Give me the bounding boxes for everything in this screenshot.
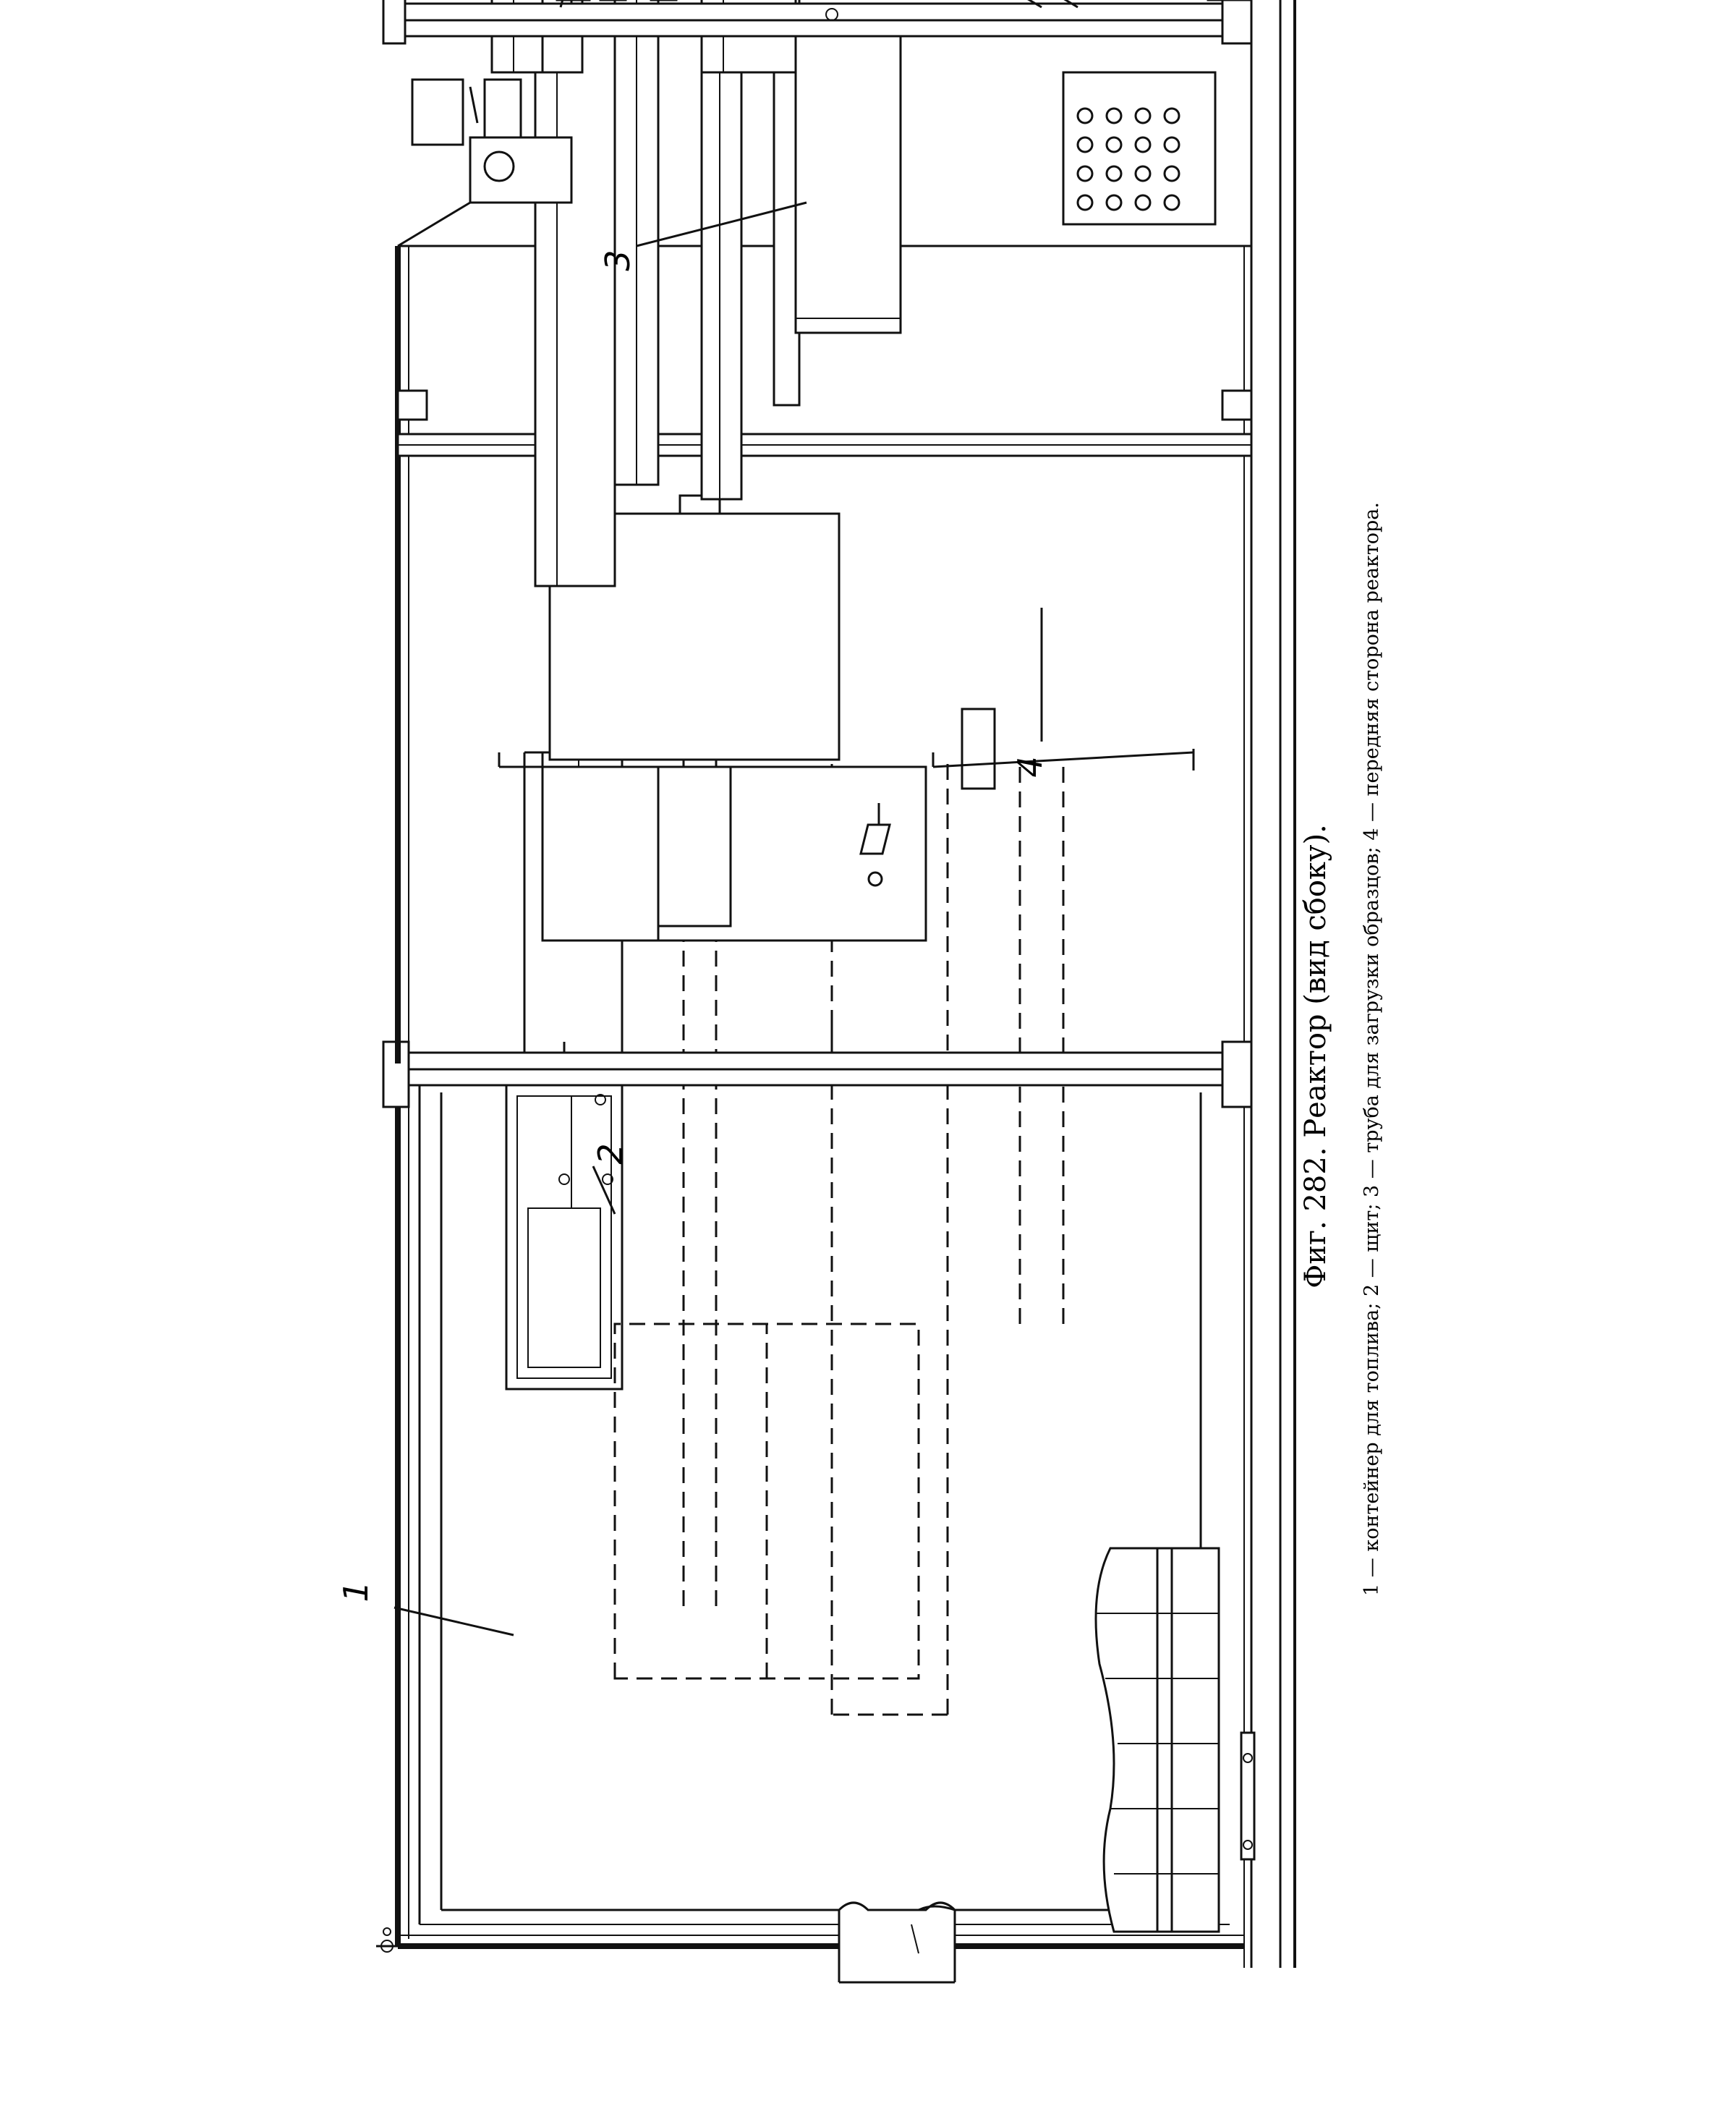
reactor-drawing: [376, 0, 1295, 1982]
callout-3: 3: [598, 250, 637, 271]
outlet-pipe: [839, 1903, 955, 1982]
callout-1: 1: [336, 1581, 375, 1602]
callout-2: 2: [591, 1143, 630, 1165]
front-column: [383, 0, 1251, 43]
caption-title: Фиг. 282. Реактор (вид сбоку).: [1299, 824, 1332, 1288]
perforated-panel: [1063, 72, 1215, 224]
figure-caption: [1299, 502, 1383, 1596]
graphite-stack: [1096, 1548, 1219, 1932]
caption-legend: 1 — контейнер для топлива; 2 — щит; 3 — труба для загрузки образцов; 4 — передняя сторона реактора.: [1361, 502, 1383, 1596]
callout-4: 4: [1010, 756, 1050, 778]
